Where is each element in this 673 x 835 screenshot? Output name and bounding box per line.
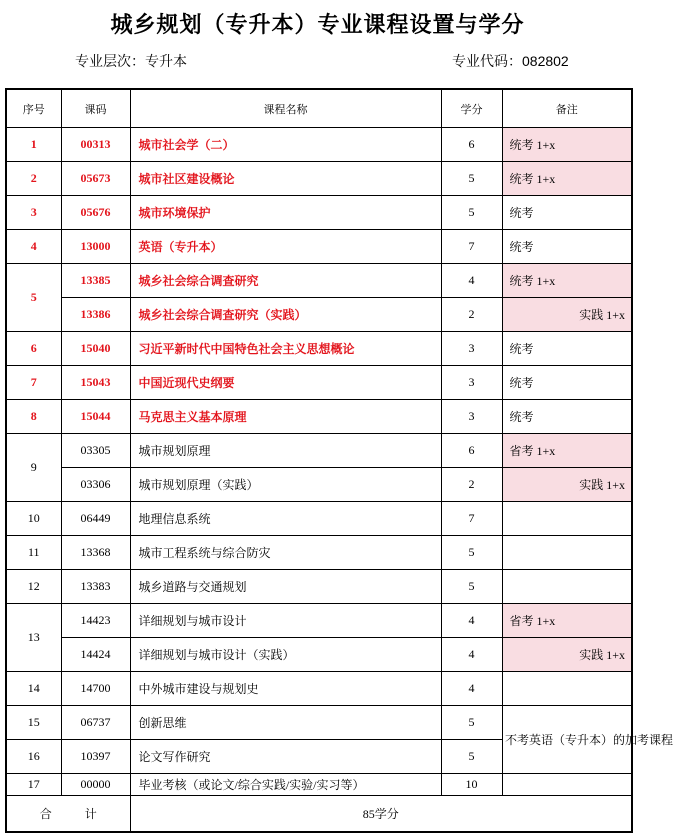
table-row (6, 162, 632, 196)
header-credit: 学分 (441, 89, 502, 128)
course-note-empty (502, 672, 632, 706)
course-code: 03306 (61, 468, 130, 502)
course-number: 14 (6, 672, 61, 706)
course-note-empty (502, 502, 632, 536)
course-number: 16 (6, 740, 61, 774)
course-code: 13368 (61, 536, 130, 570)
course-credit: 3 (441, 400, 502, 434)
table-row (6, 468, 632, 502)
course-name: 城市社会学（二） (130, 128, 441, 162)
course-credit: 3 (441, 332, 502, 366)
course-credit: 5 (441, 706, 502, 740)
course-name: 论文写作研究 (130, 740, 441, 774)
course-credit: 5 (441, 570, 502, 604)
course-number: 10 (6, 502, 61, 536)
course-name: 城乡道路与交通规划 (130, 570, 441, 604)
course-name: 城乡社会综合调查研究 (130, 264, 441, 298)
course-number: 13 (6, 604, 61, 672)
course-name: 中国近现代史纲要 (130, 366, 441, 400)
table-row (6, 400, 632, 434)
table-row (6, 536, 632, 570)
course-code: 03305 (61, 434, 130, 468)
course-name: 马克思主义基本原理 (130, 400, 441, 434)
course-credit: 5 (441, 196, 502, 230)
course-credit: 4 (441, 604, 502, 638)
course-credit: 5 (441, 162, 502, 196)
course-credit: 4 (441, 672, 502, 706)
course-code: 13385 (61, 264, 130, 298)
course-note: 统考 (502, 196, 632, 230)
course-name: 创新思维 (130, 706, 441, 740)
table-header-row (6, 89, 632, 128)
course-credit: 4 (441, 264, 502, 298)
extra-course-note-text: 不考英语（专升本）的加考课程 (504, 732, 673, 747)
course-note: 省考 1+x (502, 434, 632, 468)
course-note: 实践 1+x (502, 638, 632, 672)
course-code: 14423 (61, 604, 130, 638)
header-note: 备注 (502, 89, 632, 128)
total-row (6, 796, 632, 833)
table-row (6, 570, 632, 604)
course-name: 地理信息系统 (130, 502, 441, 536)
course-credit: 6 (441, 128, 502, 162)
course-note: 实践 1+x (502, 468, 632, 502)
course-note-empty (502, 536, 632, 570)
course-credit: 10 (441, 774, 502, 796)
course-name: 习近平新时代中国特色社会主义思想概论 (130, 332, 441, 366)
course-name: 城市规划原理 (130, 434, 441, 468)
major-level: 专业层次：专升本 (75, 53, 187, 69)
course-note: 统考 1+x (502, 264, 632, 298)
course-code: 15043 (61, 366, 130, 400)
course-name: 城市社区建设概论 (130, 162, 441, 196)
course-note: 统考 (502, 332, 632, 366)
extra-course-note (502, 706, 673, 774)
table-row (6, 128, 632, 162)
table-row (6, 502, 632, 536)
course-credit: 6 (441, 434, 502, 468)
table-row (6, 774, 632, 796)
course-number: 8 (6, 400, 61, 434)
table-row (6, 434, 632, 468)
table-row (6, 230, 632, 264)
course-name: 详细规划与城市设计 (130, 604, 441, 638)
course-credit: 2 (441, 298, 502, 332)
course-number: 7 (6, 366, 61, 400)
course-credit: 5 (441, 536, 502, 570)
course-code: 13383 (61, 570, 130, 604)
table-row (6, 298, 632, 332)
course-credit: 3 (441, 366, 502, 400)
course-note-empty (502, 774, 632, 796)
table-row (6, 366, 632, 400)
course-code: 05673 (61, 162, 130, 196)
course-note: 统考 1+x (502, 128, 632, 162)
course-name: 英语（专升本） (130, 230, 441, 264)
course-code: 14700 (61, 672, 130, 706)
course-name: 中外城市建设与规划史 (130, 672, 441, 706)
course-note: 统考 (502, 366, 632, 400)
course-note-empty (502, 570, 632, 604)
course-name: 城乡社会综合调查研究（实践） (130, 298, 441, 332)
course-code: 15044 (61, 400, 130, 434)
course-name: 城市工程系统与综合防灾 (130, 536, 441, 570)
course-number: 1 (6, 128, 61, 162)
course-number: 6 (6, 332, 61, 366)
course-name: 城市环境保护 (130, 196, 441, 230)
table-row (6, 332, 632, 366)
total-credits: 85学分 (130, 796, 632, 833)
course-code: 14424 (61, 638, 130, 672)
course-number: 9 (6, 434, 61, 502)
course-code: 15040 (61, 332, 130, 366)
course-name: 城市规划原理（实践） (130, 468, 441, 502)
course-credit: 2 (441, 468, 502, 502)
table-row (6, 196, 632, 230)
course-code: 06737 (61, 706, 130, 740)
page-title: 城乡规划（专升本）专业课程设置与学分 (110, 12, 525, 37)
course-number: 11 (6, 536, 61, 570)
course-note: 统考 1+x (502, 162, 632, 196)
total-label: 合 计 (6, 796, 130, 833)
table-row (6, 706, 632, 740)
header-name: 课程名称 (130, 89, 441, 128)
header-no: 序号 (6, 89, 61, 128)
course-number: 15 (6, 706, 61, 740)
course-note: 统考 (502, 230, 632, 264)
course-credit: 7 (441, 502, 502, 536)
course-code: 06449 (61, 502, 130, 536)
course-number: 3 (6, 196, 61, 230)
course-number: 12 (6, 570, 61, 604)
course-note: 实践 1+x (502, 298, 632, 332)
course-number: 2 (6, 162, 61, 196)
course-number: 5 (6, 264, 61, 332)
course-note: 省考 1+x (502, 604, 632, 638)
course-number: 17 (6, 774, 61, 796)
course-number: 4 (6, 230, 61, 264)
table-row (6, 264, 632, 298)
header-code: 课码 (61, 89, 130, 128)
table-row (6, 604, 632, 638)
course-code: 10397 (61, 740, 130, 774)
course-code: 00313 (61, 128, 130, 162)
course-name: 详细规划与城市设计（实践） (130, 638, 441, 672)
course-code: 00000 (61, 774, 130, 796)
table-row (6, 638, 632, 672)
course-code: 13386 (61, 298, 130, 332)
major-code: 专业代码：082802 (452, 53, 569, 69)
course-credit: 4 (441, 638, 502, 672)
course-table (5, 88, 673, 833)
table-row (6, 672, 632, 706)
course-name: 毕业考核（或论文/综合实践/实验/实习等） (130, 774, 441, 796)
course-code: 05676 (61, 196, 130, 230)
course-credit: 7 (441, 230, 502, 264)
course-note: 统考 (502, 400, 632, 434)
course-credit: 5 (441, 740, 502, 774)
course-code: 13000 (61, 230, 130, 264)
